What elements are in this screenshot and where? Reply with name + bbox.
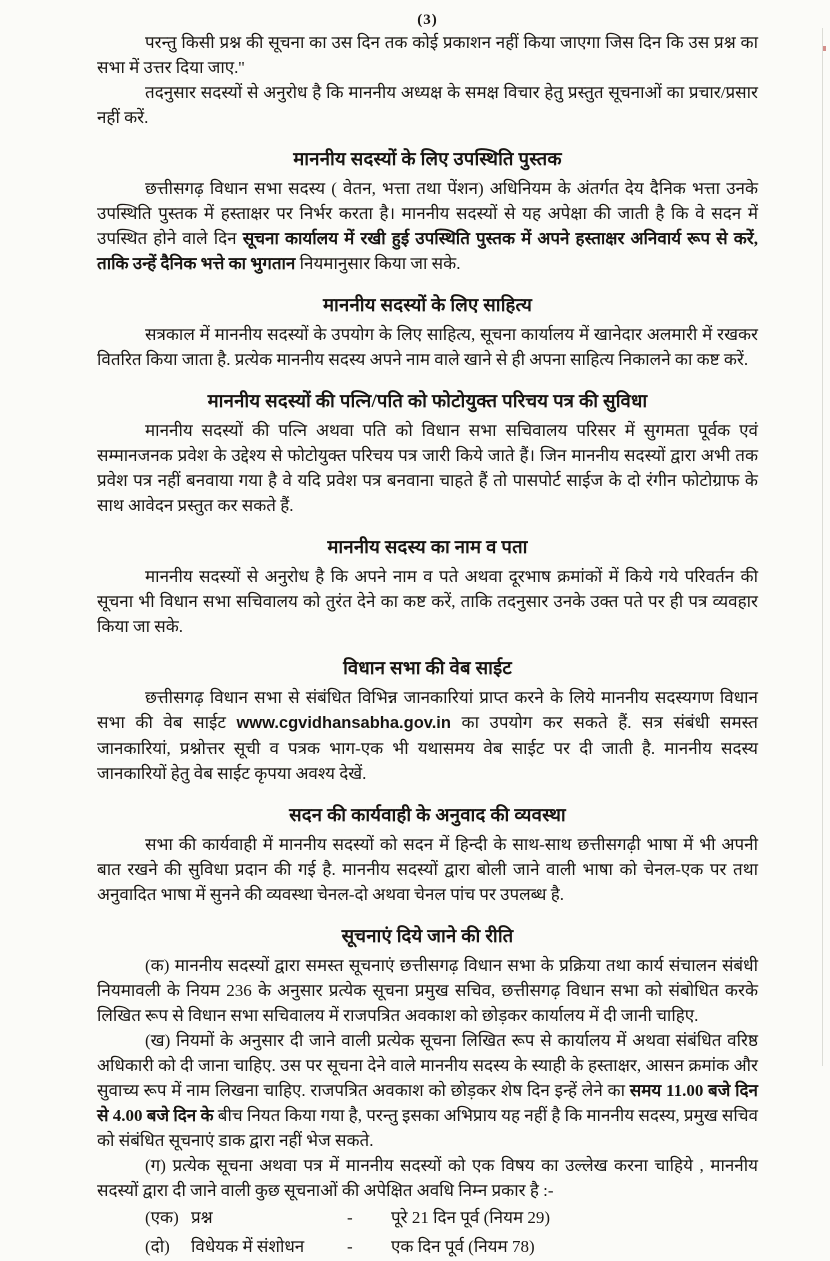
section-body-identity-card: माननीय सदस्यों की पत्नि अथवा पति को विधान सभा सचिवालय परिसर में सुगमता पूर्वक एवं सम्मानजनक प्रवेश के उद्देश्य से फोटोयुक्त परिचय पत्र जारी किये जाते हैं। जिन माननीय सदस्यों द्वारा अभी तक प्रवेश पत्र नहीं बनवाया गया है वे यदि प्रवेश पत्र बनवाना चाहते हैं तो पासपोर्ट साईज के दो रंगीन फोटोग्राफ के साथ आवेदन प्रस्तुत कर सकते हैं. [97,421,758,515]
notice-period-row [145,1232,758,1261]
scan-artifact-speck [823,46,826,51]
notice-row-period: एक दिन पूर्व (नियम 78) [391,1237,535,1256]
section-title-identity-card: माननीय सदस्यों की पत्नि/पति को फोटोयुक्त परिचय पत्र की सुविधा [207,392,648,412]
notice-row-subject: प्रश्न [191,1208,213,1227]
notice-row-dash: - [347,1237,353,1256]
section-title-translation: सदन की कार्यवाही के अनुवाद की व्यवस्था [289,806,566,826]
notice-period-row [145,1203,758,1232]
section-title-literature: माननीय सदस्यों के लिए साहित्य [322,296,533,316]
notice-paragraph-ka: (क) माननीय सदस्यों द्वारा समस्त सूचनाएं छत्तीसगढ़ विधान सभा के प्रक्रिया तथा कार्य संचालन संबंधी नियमावली के नियम 236 के अनुसार प्रत्येक सूचना प्रमुख सचिव, छत्तीसगढ़ विधान सभा को संबोधित करके लिखित रूप से विधान सभा सचिवालय में राजपत्रित अवकाश को छोड़कर कार्यालय में दी जानी चाहिए. [97,956,758,1025]
body-text: छत्तीसगढ़ विधान सभा सदस्य ( वेतन, भत्ता तथा पेंशन) अधिनियम के अंतर्गत देय दैनिक भत्ता उनके उपस्थिति पुस्तक में हस्ताक्षर पर निर्भर करता है। माननीय सदस्यों से यह अपेक्षा की जाती है कि वे सदन में उपस्थित होने वाले दिन [97,179,758,248]
section-translation [97,804,758,907]
section-name-address [97,536,758,639]
section-body-website [97,685,758,786]
intro-paragraph-quote: परन्तु किसी प्रश्न की सूचना का उस दिन तक कोई प्रकाशन नहीं किया जाएगा जिस दिन कि उस प्रश्न का सभा में उत्तर दिया जाए.'' [97,33,758,77]
body-text: नियमानुसार किया जा सके. [295,254,461,273]
page-number: (3) [417,12,438,28]
section-title-notice-method: सूचनाएं दिये जाने की रीति [341,927,514,947]
body-text: (ख) नियमों के अनुसार दी जाने वाली प्रत्येक सूचना लिखित रूप से कार्यालय में अथवा संबंधित वरिष्ठ अधिकारी को दी जाना चाहिए. उस पर सूचना देने वाले माननीय सदस्य के स्याही के हस्ताक्षर, आसन क्रमांक और सुवाच्य रूप में नाम लिखना चाहिए. राजपत्रित अवकाश को छोड़कर शेष दिन इन्हें लेने का [97,1031,758,1100]
notice-row-number: (एक) [145,1208,179,1227]
section-body-literature: सत्रकाल में माननीय सदस्यों के उपयोग के लिए साहित्य, सूचना कार्यालय में खानेदार अलमारी में रखकर वितरित किया जाता है. प्रत्येक माननीय सदस्य अपने नाम वाले खाने से ही अपना साहित्य निकालने का कष्ट करें. [97,325,758,369]
body-text: बीच नियत किया गया है, परन्तु इसका अभिप्राय यह नहीं है कि माननीय सदस्य, प्रमुख सचिव को संबंधित सूचनाएं डाक द्वारा नहीं भेज सकते. [97,1106,758,1150]
notice-row-period: पूरे 21 दिन पूर्व (नियम 29) [391,1208,551,1227]
section-body-attendance-book [97,176,758,276]
body-text: का उपयोग कर सकते हैं. सत्र संबंधी समस्त जानकारियां, प्रश्नोत्तर सूची व पत्रक भाग-एक भी यथासमय वेब साईट पर दी जाती है. माननीय सदस्य जानकारियों हेतु वेब साईट कृपया अवश्य देखें. [97,713,758,783]
scan-edge-line [822,28,823,1066]
body-text: छत्तीसगढ़ विधान सभा से संबंधित विभिन्न जानकारियां प्राप्त करने के लिये माननीय सदस्यगण विधान सभा की वेब साईट [97,688,758,732]
intro-paragraph-request: तदनुसार सदस्यों से अनुरोध है कि माननीय अध्यक्ष के समक्ष विचार हेतु प्रस्तुत सूचनाओं का प्रचार/प्रसार नहीं करें. [97,83,758,127]
website-url-text: www.cgvidhansabha.gov.in [236,714,451,732]
notice-paragraph-ga: (ग) प्रत्येक सूचना अथवा पत्र में माननीय सदस्यों को एक विषय का उल्लेख करना चाहिये , माननीय सदस्यों द्वारा दी जाने वाली कुछ सूचनाओं की अपेक्षित अवधि निम्न प्रकार है :- [97,1156,758,1200]
section-notice-method [97,925,758,1261]
body-text-bold: सूचना कार्यालय में रखी हुई उपस्थिति पुस्तक में अपने हस्ताक्षर अनिवार्य रूप से करें, ताकि उन्हें दैनिक भत्ते का भुगतान [97,229,759,273]
section-body-translation: सभा की कार्यवाही में माननीय सदस्यों को सदन में हिन्दी के साथ-साथ छत्तीसगढ़ी भाषा में भी अपनी बात रखने की सुविधा प्रदान की गई है. माननीय सदस्यों द्वारा बोली जाने वाली भाषा को चेनल-एक पर तथा अनुवादित भाषा में सुनने की व्यवस्था चेनल-दो अथवा चेनल पांच पर उपलब्ध है. [97,835,758,904]
section-attendance-book [97,148,758,276]
section-website [97,657,758,786]
section-title-name-address: माननीय सदस्य का नाम व पता [327,538,528,558]
notice-paragraph-kha [97,1028,758,1153]
section-identity-card [97,390,758,518]
section-title-attendance-book: माननीय सदस्यों के लिए उपस्थिति पुस्तक [293,150,562,170]
section-title-website: विधान सभा की वेब साईट [343,659,512,679]
notice-row-dash: - [347,1208,353,1227]
notice-row-subject: विधेयक में संशोधन [191,1237,305,1256]
section-literature [97,294,758,372]
notice-row-number: (दो) [145,1237,170,1256]
section-body-name-address: माननीय सदस्यों से अनुरोध है कि अपने नाम व पते अथवा दूरभाष क्रमांकों में किये गये परिवर्तन की सूचना भी विधान सभा सचिवालय को तुरंत देने का कष्ट करें, ताकि तदनुसार उनके उक्त पते पर ही पत्र व्यवहार किया जा सके. [97,567,758,636]
notice-time-bold: समय 11.00 बजे दिन से 4.00 बजे दिन के [97,1081,758,1125]
